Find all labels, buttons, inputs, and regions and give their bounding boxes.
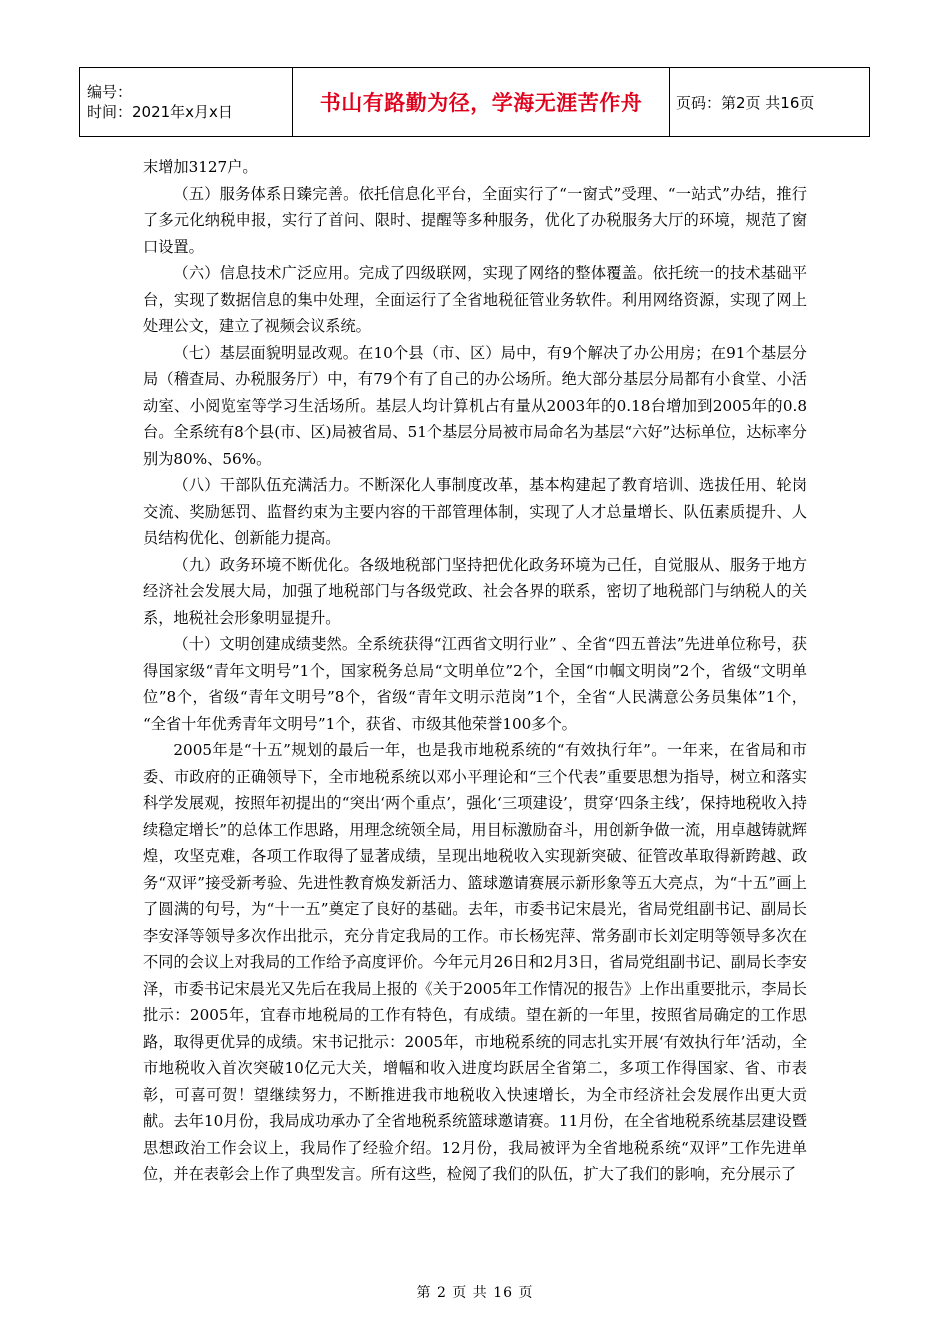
paragraph: （十）文明创建成绩斐然。全系统获得“江西省文明行业” 、全省“四五普法”先进单位称号，获得国家级“青年文明号”1个，国家税务总局“文明单位”2个，全国“巾帼文明岗”2个，省级“文明单位”8个，省级“青年文明号”8个，省级“青年文明示范岗”1个，全省“人民满意公务员集体”1个， “全省十年优秀青年文明号”1个，获省、市级其他荣誉100多个。 — [143, 635, 807, 733]
paragraph: （六）信息技术广泛应用。完成了四级联网，实现了网络的整体覆盖。依托统一的技术基础平台，实现了数据信息的集中处理，全面运行了全省地税征管业务软件。利用网络资源，实现了网上处理公文，建立了视频会议系统。 — [143, 264, 807, 335]
time-label: 时间：2021年x月x日 — [87, 103, 233, 121]
paragraph: （九）政务环境不断优化。各级地税部门坚持把优化政务环境为己任，自觉服从、服务于地方经济社会发展大局，加强了地税部门与各级党政、社会各界的联系，密切了地税部门与纳税人的关系，地税社会形象明显提升。 — [143, 555, 807, 627]
paragraph: （五）服务体系日臻完善。依托信息化平台，全面实行了“一窗式”受理、“一站式”办结，推行了多元化纳税申报，实行了首问、限时、提醒等多种服务，优化了办税服务大厅的环境，规范了窗口设置。 — [143, 184, 807, 256]
paragraph: 2005年是“十五”规划的最后一年，也是我市地税系统的“有效执行年”。一年来，在省局和市委、市政府的正确领导下，全市地税系统以邓小平理论和“三个代表”重要思想为指导，树立和落实科学发展观，按照年初提出的“突出‘两个重点’，强化‘三项建设’，贯穿‘四条主线’，保持地税收入持续稳定增长”的总体工作思路，用理念统领全局，用目标激励奋斗，用创新争做一流，用卓越铸就辉煌，攻坚克难，各项工作取得了显著成绩，呈现出地税收入实现新突破、征管改革取得新跨越、政务“双评”接受新考验、先进性教育焕发新活力、篮球邀请赛展示新形象等五大亮点，为“十五”画上了圆满的句号，为“十一五”奠定了良好的基础。去年，市委书记宋晨光，省局党组副书记、副局长李安泽等领导多次作出批示，充分肯定我局的工作。市长杨宪萍、常务副市长刘定明等领导多次在不同的会议上对我局的工作给予高度评价。今年元月26日和2月3日，省局党组副书记、副局长李安泽，市委书记宋晨光又先后在我局上报的《关于2005年工作情况的报告》上作出重要批示，李局长批示：2005年，宜春市地税局的工作有特色，有成绩。望在新的一年里，按照省局确定的工作思路，取得更优异的成绩。宋书记批示：2005年，市地税系统的同志扎实开展‘有效执行年’活动，全市地税收入首次突破10亿元大关，增幅和收入进度均跃居全省第二，多项工作得国家、省、市表彰，可喜可贺！望继续努力，不断推进我市地税收入快速增长，为全市经济社会发展作出更大贡献。去年10月份，我局成功承办了全省地税系统篮球邀请赛。11月份，在全省地税系统基层建设暨思想政治工作会议上，我局作了经验介绍。12月份，我局被评为全省地税系统“双评”工作先进单位，并在表彰会上作了典型发言。所有这些，检阅了我们的队伍，扩大了我们的影响，充分展示了 — [143, 741, 807, 1183]
paragraph: 末增加3127户。 — [143, 158, 258, 176]
header-meta — [80, 68, 293, 137]
paragraph: （八）干部队伍充满活力。不断深化人事制度改革，基本构建起了教育培训、选拔任用、轮岗交流、奖励惩罚、监督约束为主要内容的干部管理体制，实现了人才总量增长、队伍素质提升、人员结构优化、创新能力提高。 — [143, 476, 807, 547]
paragraph: （七）基层面貌明显改观。在10个县（市、区）局中，有9个解决了办公用房；在91个基层分局（稽查局、办税服务厅）中，有79个有了自己的办公场所。绝大部分基层分局都有小食堂、小活动室、小阅览室等学习生活场所。基层人均计算机占有量从2003年的0.18台增加到2005年的0.8台。全系统有8个县(市、区)局被省局、51个基层分局被市局命名为基层“六好”达标单位，达标率分别为80%、56%。 — [143, 343, 807, 468]
document-body — [143, 154, 807, 1188]
document-header — [79, 67, 870, 137]
header-motto: 书山有路勤为径，学海无涯苦作舟 — [293, 68, 670, 137]
page-footer: 第 2 页 共 16 页 — [416, 1285, 534, 1301]
header-page-info: 页码：第2页 共16页 — [670, 68, 870, 137]
number-label: 编号： — [87, 83, 133, 101]
